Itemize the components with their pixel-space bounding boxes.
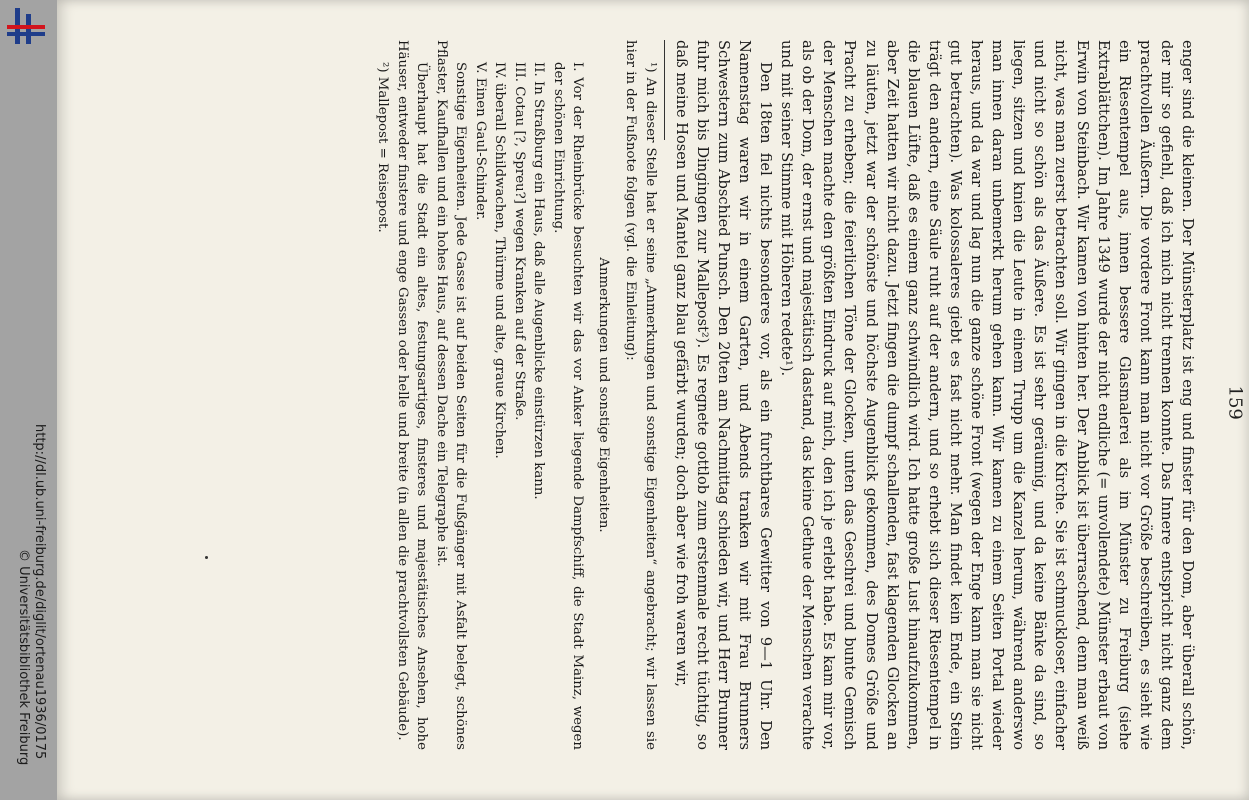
page-text (373, 40, 1198, 750)
main-paragraph-2: Den 18ten fiel nichts besonderes vor, als ein furchtbares Gewitter von 9—1 Uhr. Den Namenstag waren wir in einem Garten, und Abends tranken wir mit Frau Brunners Schwestern zum Abschied Punsch. Den 20ten am Nachmittag schieden wir, und Herr Brunner fuhr mich bis Dingingen zur Mallepost²). Es regnete gottlob zum erstenmale recht tüchtig, so daß meine Hosen und Mantel ganz blau gefärbt wurden; doch aber wie froh waren wir, (672, 40, 775, 750)
annotation-item: II. In Straßburg ein Haus, daß alle Augenblicke einstürzen kann. (531, 62, 547, 500)
eigenheiten-paragraph-1: Sonstige Eigenheiten. Jede Gasse ist auf beiden Seiten für die Fußgänger mit Asfalt belegt, schönes Pflaster, Kaufhallen und ein hohes Haus, auf dessen Dache ein Telegraphe ist. (433, 40, 469, 750)
university-library-logo (4, 6, 48, 48)
annotations-title: Anmerkungen und sonstige Eigenheiten. (595, 257, 611, 533)
footnote-2: ²) Mallepost = Reisepost. (375, 62, 391, 233)
annotation-item: V. Einen Gaul-Schinder. (472, 62, 488, 221)
footnote-1: ¹) An dieser Stelle hat er seine „Anmerkungen und sonstige Eigenheiten“ angebracht; wir lassen sie hier in der Fußnote folgen (vgl. die Einleitung): (623, 40, 658, 750)
page-number: 159 (1224, 385, 1246, 420)
eigenheiten-paragraph-2: Überhaupt hat die Stadt ein altes, festungsartiges, finsteres und majestätisches Ansehen, hohe Häuser, entweder finstere und enge Gassen oder helle und breite (in allen die prachtvollsten Gebäude). (394, 40, 430, 750)
print-speck (205, 556, 208, 559)
main-paragraph-1: enger sind die kleinen. Der Münsterplatz ist eng und finster für den Dom, aber überall schön, der mir so gefiehl, daß ich mich nicht trennen konnte. Das Innere entspricht nicht ganz dem prachtvollen Äußern. Die vordere Front kann man nicht vor Größe beschreiben, es sieht wie ein Riesentempel aus, innen bessere Glasmalerei als im Münster zu Freiburg (siehe Extrablättchen). Im Jahre 1349 wurde der nicht endliche (= unvollendete) Münster erbaut von Erwin von Steinbach. Wir kamen von hinten her. Der Anblick ist überraschend, denn man weiß nicht, was man zuerst betrachten soll. Wir gingen in die Kirche. Sie ist schmuckloser, einfacher und nicht so schön als das Äußere. Es ist sehr geräumig, und da keine Bänke da sind, so liegen, sitzen und knien die Leute in einem Trupp um die Kanzel herum, während anderswo man innen daran unbemerkt herum gehen kann. Wir kamen zu einem Seiten Portal wieder heraus, und da war und lag nun die ganze schöne Front (wegen der Enge kann man sie nicht gut betrachten). Was kolossaleres giebt es fast nicht mehr. Man findet kein Ende, ein Stein trägt den andern, eine Säule ruht auf der andern, und so erhebt sich dieser Riesentempel in die blauen Lüfte, daß es einem ganz schwindlich wird. Ich hatte große Lust hinaufzukommen, aber Zeit hatten wir nicht dazu. Jetzt fingen die dumpf schallenden, fast klagenden Glocken an zu läuten, jetzt war der schönste und höchste Augenblick gekommen, des Domes Größe und Pracht zu erheben; die feierlichen Töne der Glocken, unten das Geschrei und bunte Gemisch der Menschen machte den größten Eindruck auf mich, den ich je erlebt habe. Es kam mir vor, als ob der Dom, der ernst und majestätisch dastand, das kleine Gethue der Menschen verachte und mit seiner Stimme mit Höheren redete¹). (778, 40, 1196, 750)
annotation-item: I. Vor der Rheinbrücke besuchten wir das vor Anker liegende Dampfschiff, die Stadt Mainz, wegen der schönen Einrichtung. (550, 62, 586, 750)
source-url[interactable]: http://dl.ub.uni-freiburg.de/diglit/ortenau1936/0175 (32, 424, 47, 760)
scanned-page (57, 0, 1249, 800)
sidebar (0, 0, 57, 800)
footnote-divider (664, 40, 665, 140)
annotation-item: IV. überall Schildwachen, Thürme und alte, graue Kirchen. (492, 62, 508, 459)
annotation-item: III. Cotau [?, Spreu?] wegen Kranken auf der Straße. (511, 62, 527, 421)
copyright-notice: © Universitätsbibliothek Freiburg (16, 549, 31, 766)
